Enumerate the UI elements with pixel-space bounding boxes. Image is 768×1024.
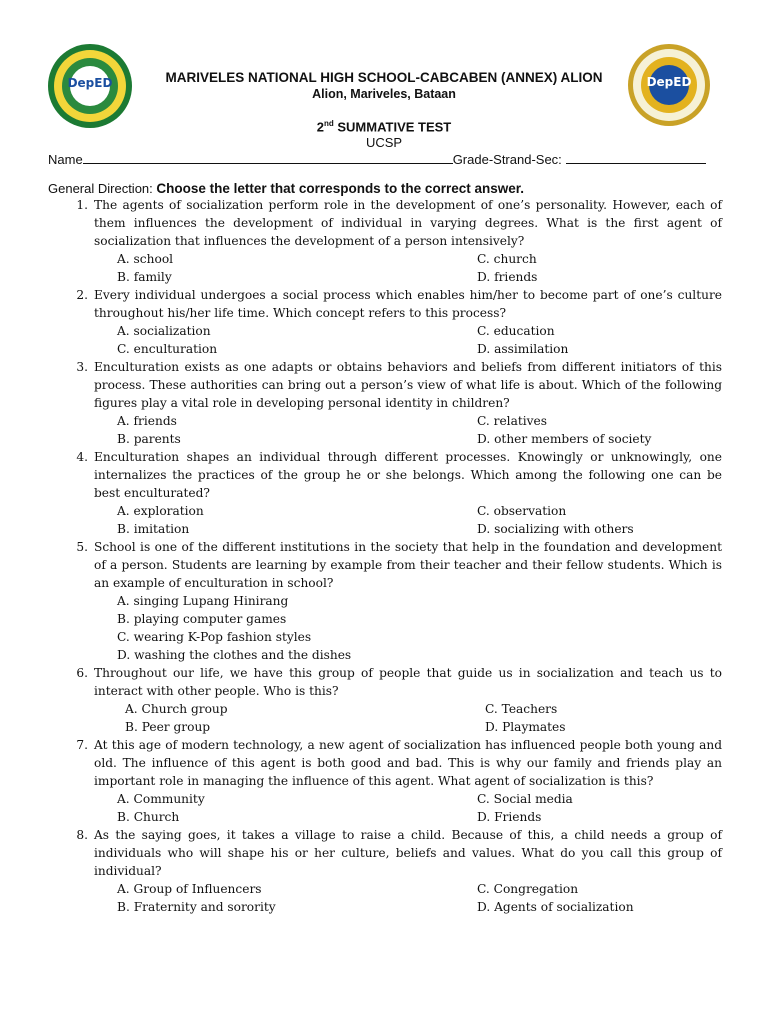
school-name: MARIVELES NATIONAL HIGH SCHOOL-CABCABEN (ANNEX) ALION xyxy=(165,70,603,85)
question-4-options xyxy=(48,502,722,538)
grade-strand-sec-blank xyxy=(566,151,706,164)
question-text: Every individual undergoes a social process which enables him/her to become part of one’s culture throughout his/her life time. Which concept refers to this process? xyxy=(94,288,722,320)
left-seal-text: DepED xyxy=(67,75,113,90)
question-text: At this age of modern technology, a new agent of socialization has influenced people both young and old. The influence of this agent is both good and bad. This is why our family and friends play an important role in managing the influence of this agent. What agent of socialization is this? xyxy=(94,738,722,788)
option: B. parents xyxy=(117,432,181,446)
option: C. church xyxy=(477,252,537,266)
option: A. Group of Influencers xyxy=(117,882,262,896)
school-seal-logo xyxy=(48,44,132,128)
question-2 xyxy=(48,286,722,322)
question-number: 4. xyxy=(76,450,88,464)
option: D. other members of society xyxy=(477,432,652,446)
general-direction xyxy=(48,181,524,196)
option: B. imitation xyxy=(117,522,190,536)
option: D. assimilation xyxy=(477,342,569,356)
option: A. singing Lupang Hinirang xyxy=(117,594,289,608)
option: A. socialization xyxy=(117,324,211,338)
option: B. Church xyxy=(117,810,180,824)
school-address: Alion, Mariveles, Bataan xyxy=(312,87,456,101)
option: B. Peer group xyxy=(125,720,211,734)
option: C. Social media xyxy=(477,792,573,806)
direction-text: Choose the letter that corresponds to the correct answer. xyxy=(156,181,524,196)
test-ordinal: 2 xyxy=(316,119,324,135)
deped-bataan-seal-logo xyxy=(628,44,710,126)
option: D. Playmates xyxy=(485,720,566,734)
question-5-options xyxy=(48,592,722,664)
question-8-options xyxy=(48,880,722,916)
option: D. friends xyxy=(477,270,538,284)
question-6-options xyxy=(48,700,722,736)
test-title-text: SUMMATIVE TEST xyxy=(337,119,452,135)
question-text: The agents of socialization perform role in the development of one’s personality. However, each of them influences the development of individual in varying degrees. What is the first agent of socialization that influences the development of a person intensively? xyxy=(94,198,722,248)
grade-strand-sec-label: Grade-Strand-Sec: xyxy=(452,152,562,167)
question-number: 5. xyxy=(76,540,88,554)
question-number: 3. xyxy=(76,360,88,374)
option: A. exploration xyxy=(117,504,204,518)
option: D. Friends xyxy=(477,810,542,824)
option: C. Congregation xyxy=(477,882,579,896)
question-4 xyxy=(48,448,722,502)
question-6 xyxy=(48,664,722,700)
question-number: 8. xyxy=(76,828,88,842)
option: A. Church group xyxy=(125,702,228,716)
question-2-options xyxy=(48,322,722,358)
option: B. Fraternity and sorority xyxy=(117,900,276,914)
option: C. education xyxy=(477,324,555,338)
question-number: 6. xyxy=(76,666,88,680)
question-1 xyxy=(48,196,722,250)
question-text: Throughout our life, we have this group of people that guide us in socialization and teach us to interact with other people. Who is this? xyxy=(94,666,722,698)
question-8 xyxy=(48,826,722,880)
option: A. school xyxy=(117,252,174,266)
question-list xyxy=(48,196,722,916)
option: C. wearing K-Pop fashion styles xyxy=(117,630,312,644)
question-3-options xyxy=(48,412,722,448)
name-blank xyxy=(83,151,453,164)
option: A. Community xyxy=(117,792,205,806)
option: D. Agents of socialization xyxy=(477,900,634,914)
right-seal-text: DepED xyxy=(646,75,692,90)
option: A. friends xyxy=(117,414,177,428)
question-number: 1. xyxy=(76,198,88,212)
name-label: Name xyxy=(48,152,83,167)
question-text: Enculturation exists as one adapts or obtains behaviors and beliefs from different initiators of this process. These authorities can bring out a person’s view of what life is about. Which of the following figures play a vital role in developing personal identity in children? xyxy=(94,360,722,410)
direction-label: General Direction: xyxy=(48,181,153,196)
test-ordinal-suffix: nd xyxy=(323,119,334,128)
option: D. socializing with others xyxy=(477,522,634,536)
question-1-options xyxy=(48,250,722,286)
question-7-options xyxy=(48,790,722,826)
subject-label: UCSP xyxy=(365,135,403,150)
option: C. enculturation xyxy=(117,342,218,356)
question-text: As the saying goes, it takes a village to raise a child. Because of this, a child needs a group of individuals who will shape his or her culture, beliefs and values. What do you call this group of individual? xyxy=(94,828,722,878)
option: D. washing the clothes and the dishes xyxy=(117,648,352,662)
question-number: 2. xyxy=(76,288,88,302)
question-5 xyxy=(48,538,722,592)
question-text: School is one of the different institutions in the society that help in the foundation and development of a person. Students are learning by example from their teacher and their fellow students. Which is an example of enculturation in school? xyxy=(94,540,722,590)
test-title xyxy=(0,119,768,134)
document-header xyxy=(0,0,768,125)
question-7 xyxy=(48,736,722,790)
option: C. observation xyxy=(477,504,567,518)
option: C. Teachers xyxy=(485,702,558,716)
question-3 xyxy=(48,358,722,412)
question-text: Enculturation shapes an individual through different processes. Knowingly or unknowingly, one internalizes the practices of the group he or she belongs. Which among the following one can be best enculturated? xyxy=(94,450,722,500)
student-info-line xyxy=(48,151,720,167)
option: B. family xyxy=(117,270,172,284)
question-number: 7. xyxy=(76,738,88,752)
option: C. relatives xyxy=(477,414,547,428)
option: B. playing computer games xyxy=(117,612,287,626)
